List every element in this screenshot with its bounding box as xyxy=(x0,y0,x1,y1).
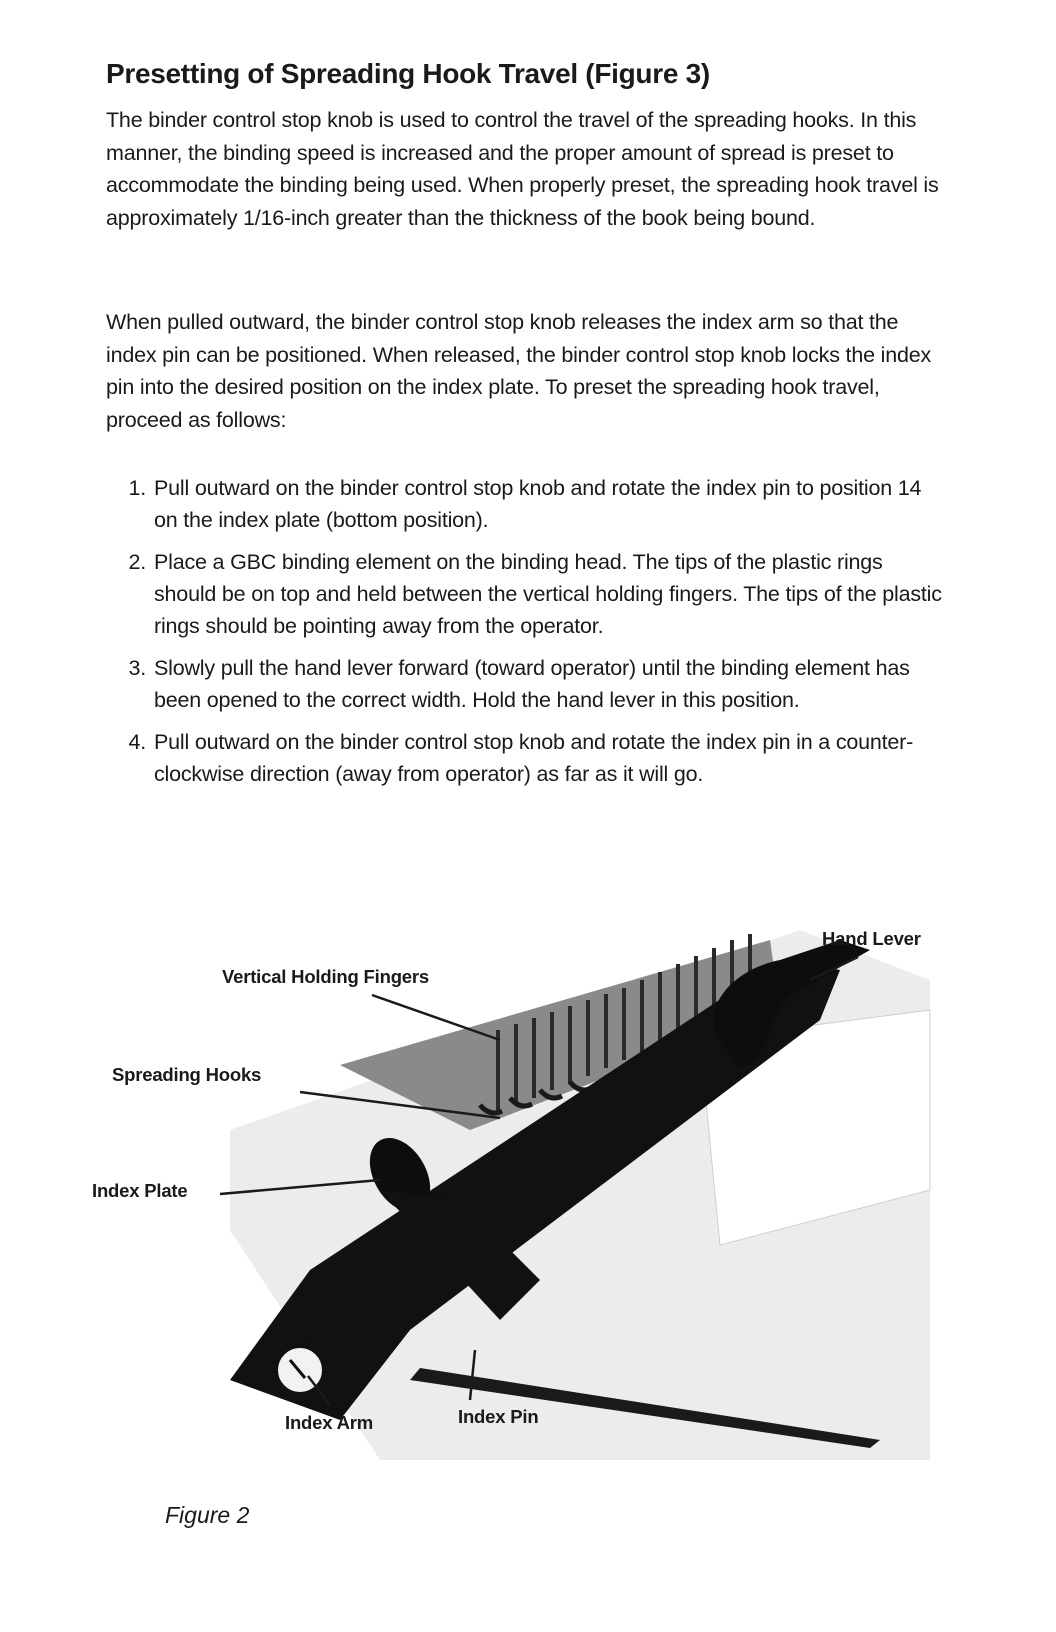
callout-index-arm: Index Arm xyxy=(285,1412,373,1433)
callout-index-plate: Index Plate xyxy=(92,1180,188,1201)
step-text: Slowly pull the hand lever forward (toward operator) until the binding element has been opened to the correct width. Hold the hand lever in this position. xyxy=(154,656,910,712)
step-text: Pull outward on the binder control stop knob and rotate the index pin in a counter-clockwise direction (away from operator) as far as it will go. xyxy=(154,730,914,786)
procedure-steps xyxy=(106,472,946,800)
step-item xyxy=(106,546,946,642)
step-text: Pull outward on the binder control stop knob and rotate the index pin to position 14 on the index plate (bottom position). xyxy=(154,476,922,532)
section-heading: Presetting of Spreading Hook Travel (Figure 3) xyxy=(106,58,710,89)
binder-photo-illustration xyxy=(80,900,980,1540)
callout-hand-lever: Hand Lever xyxy=(822,928,921,949)
step-item xyxy=(106,652,946,716)
figure-caption: Figure 2 xyxy=(165,1502,250,1528)
callout-vertical-holding-fingers: Vertical Holding Fingers xyxy=(222,966,429,987)
step-number: 3. xyxy=(128,656,146,680)
step-item xyxy=(106,726,946,790)
intro-paragraph: The binder control stop knob is used to control the travel of the spreading hooks. In this manner, the binding speed is increased and the proper amount of spread is preset to accommodate the binding being used. When properly preset, the spreading hook travel is approximately 1/16-inch greater than the thickness of the book being bound. xyxy=(106,108,939,230)
step-item xyxy=(106,472,946,536)
knob-paragraph: When pulled outward, the binder control stop knob releases the index arm so that the index pin can be positioned. When released, the binder control stop knob locks the index pin into the desired position on the index plate. To preset the spreading hook travel, proceed as follows: xyxy=(106,310,932,432)
step-number: 4. xyxy=(128,730,146,754)
step-number: 2. xyxy=(128,550,146,574)
callout-spreading-hooks: Spreading Hooks xyxy=(112,1064,262,1085)
step-number: 1. xyxy=(128,476,146,500)
step-text: Place a GBC binding element on the binding head. The tips of the plastic rings should be on top and held between the vertical holding fingers. The tips of the plastic rings should be pointing away from the operator. xyxy=(154,550,942,638)
binder-figure xyxy=(80,900,980,1540)
callout-index-pin: Index Pin xyxy=(458,1406,539,1427)
